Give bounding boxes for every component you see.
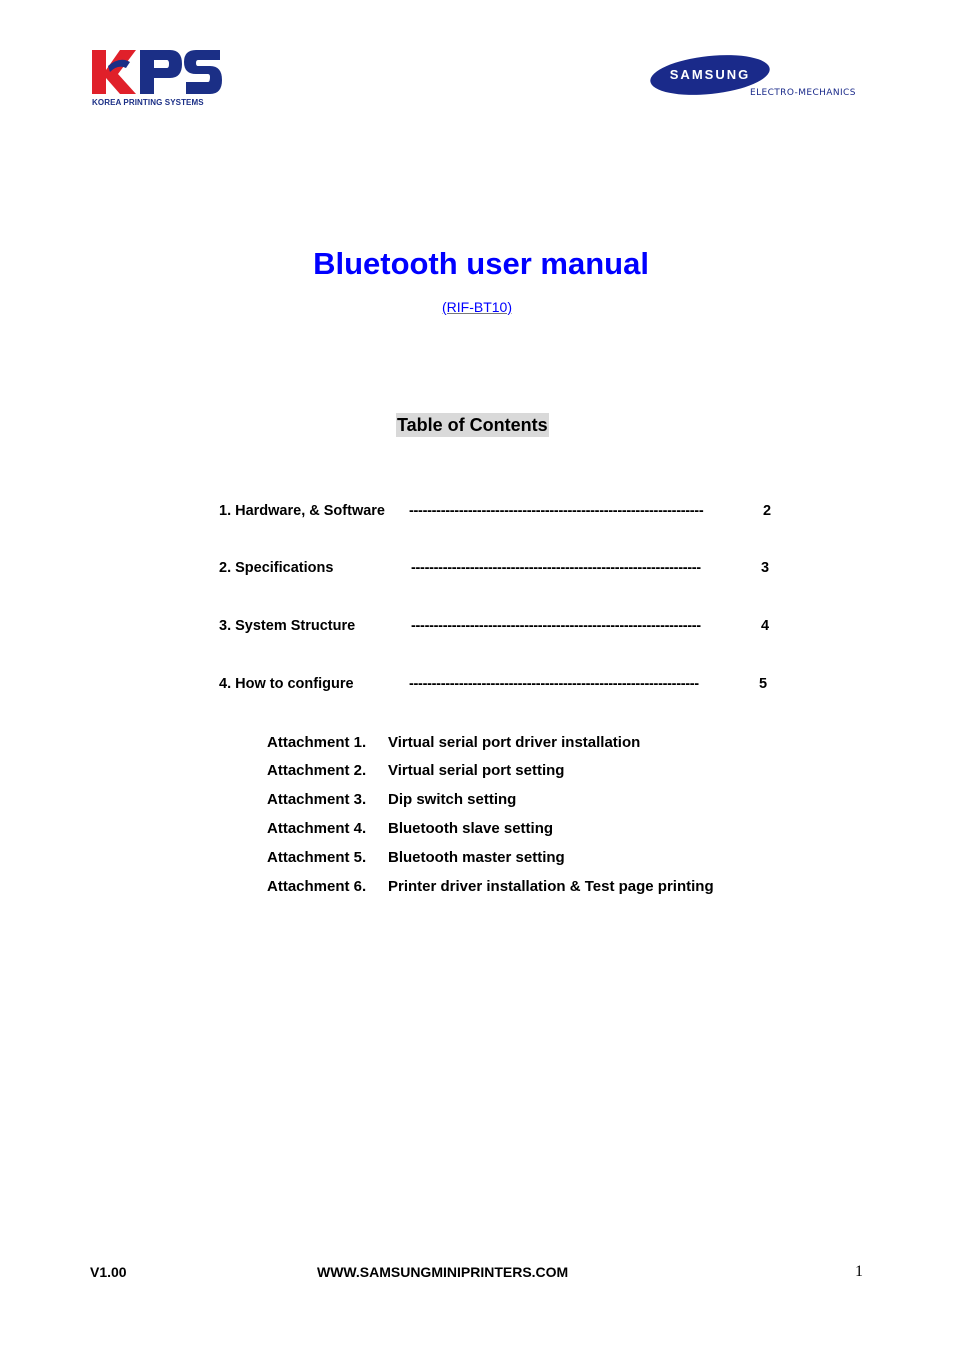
kps-tagline: KOREA PRINTING SYSTEMS	[92, 98, 204, 107]
toc-entry-leader: ----------------------------------------------------------------	[409, 676, 699, 692]
attachment-description: Bluetooth master setting	[388, 849, 565, 866]
model-number-text: (RIF-BT10)	[442, 299, 512, 315]
toc-entry-label: 4. How to configure	[219, 676, 354, 692]
toc-entry-leader: ----------------------------------------------------------------	[411, 560, 701, 576]
attachment-description: Virtual serial port setting	[388, 762, 565, 779]
attachment-description: Printer driver installation & Test page printing	[388, 878, 714, 895]
attachment-label: Attachment 6.	[267, 878, 367, 895]
attachment-label: Attachment 3.	[267, 791, 367, 808]
attachment-label: Attachment 5.	[267, 849, 367, 866]
toc-entry-page: 5	[759, 676, 768, 692]
attachment-description: Bluetooth slave setting	[388, 820, 554, 837]
samsung-subtext: ELECTRO-MECHANICS	[750, 88, 856, 98]
document-title: Bluetooth user manual	[313, 246, 649, 281]
toc-entry-leader: ----------------------------------------------------------------	[411, 618, 701, 634]
toc-heading: Table of Contents	[397, 415, 548, 435]
attachment-description: Virtual serial port driver installation	[388, 734, 641, 751]
toc-entry-label: 2. Specifications	[219, 560, 334, 576]
attachment-description: Dip switch setting	[388, 791, 517, 808]
attachment-label: Attachment 1.	[267, 734, 367, 751]
footer-version: V1.00	[90, 1264, 127, 1280]
model-number	[0, 299, 954, 315]
samsung-logo-text: SAMSUNG	[669, 67, 751, 82]
page-number: 1	[855, 1263, 863, 1280]
footer-url[interactable]: WWW.SAMSUNGMINIPRINTERS.COM	[317, 1264, 569, 1280]
toc-entry-leader: -----------------------------------------------------------------	[409, 503, 704, 519]
toc-entry-label: 3. System Structure	[219, 618, 356, 634]
toc-entry-page: 2	[763, 503, 772, 519]
toc-entry-page: 3	[761, 560, 770, 576]
toc-entry-label: 1. Hardware, & Software	[219, 503, 385, 519]
toc-entry-page: 4	[761, 618, 770, 634]
attachment-label: Attachment 4.	[267, 820, 367, 837]
attachment-label: Attachment 2.	[267, 762, 367, 779]
